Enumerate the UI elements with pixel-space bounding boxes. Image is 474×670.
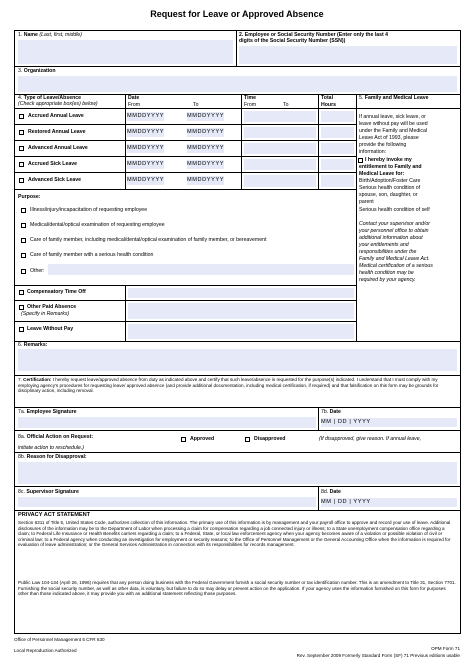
leave-type-label: Advanced Sick Leave	[28, 177, 82, 183]
fmla-contact-text: your personnel office to obtain	[359, 228, 429, 234]
time-to-header: To	[283, 102, 289, 108]
total-hours-input[interactable]	[321, 127, 354, 138]
purpose-option: Care of family member, including medical/dental/optical examination of family member, or bereavement	[30, 237, 267, 243]
name-input[interactable]	[18, 40, 233, 64]
employee-number-input[interactable]	[239, 46, 457, 64]
restored-annual-checkbox[interactable]	[19, 130, 24, 135]
date-from-input[interactable]: MMDDYYYY	[127, 145, 165, 151]
date-to-header: To	[193, 102, 199, 108]
privacy-act-paragraph-2: Public Law 104-134 (April 26, 1996) requires that any person doing business with the Federal Government furnish a social security number or tax identification number. This is an amendment to Title 31, Section 7701. Furnishing the social security number, as well as other data, is voluntary, but failure to do so may delay or prevent action on the application. If your agency uses the information furnished on this form for purposes other than those indicated above, it may provide you with an additional statement reflecting those purposes.	[18, 580, 456, 597]
date-header: Date	[128, 95, 140, 101]
time-input[interactable]	[244, 159, 316, 170]
fmla-info-text: Leave Act of 1993, please	[359, 135, 419, 141]
approved-label: Approved	[190, 436, 215, 442]
approved-checkbox[interactable]	[181, 437, 186, 442]
total-hours-input[interactable]	[321, 143, 354, 154]
disapproval-note-2: initiate action to reschedule.)	[18, 445, 85, 451]
fmla-option: Serious health condition of self	[359, 207, 430, 213]
footer-reproduction: Local Reproduction Authorized	[14, 648, 77, 653]
date-from-input[interactable]: MMDDYYYY	[127, 177, 165, 183]
field-2-label: 2. Employee or Social Security Number (Enter only the last 4	[239, 32, 389, 38]
privacy-act-title: PRIVACY ACT STATEMENT	[18, 512, 91, 518]
field-8c-label: 8c. Supervisor Signature	[18, 489, 79, 495]
footer-form-number: OPM Form 71	[431, 646, 460, 651]
other-paid-checkbox[interactable]	[19, 305, 24, 310]
purpose-checkbox[interactable]	[21, 223, 26, 228]
fmla-invoke-checkbox[interactable]	[358, 158, 363, 163]
date-to-input[interactable]: MMDDYYYY	[187, 129, 225, 135]
fmla-info-text: leave without pay will be used	[359, 121, 428, 127]
other-paid-hint: (Specify in Remarks)	[21, 311, 70, 317]
disapproved-label: Disapproved	[254, 436, 286, 442]
fmla-info-text: under the Family and Medical	[359, 128, 428, 134]
field-7b-label: 7b. Date	[321, 409, 341, 415]
leave-type-label: Advanced Annual Leave	[28, 145, 88, 151]
comp-time-label: Compensatory Time Off	[27, 289, 86, 295]
fmla-invoke-text: entitlement to Family and	[359, 164, 422, 170]
certification-text: 7. Certification: I hereby request leave/approved absence from duty as indicated above and certify that such leave/absence is requested for the purpose(s) indicated. I understand that I must comply with my employing agency's procedures for requesting leave/ approved absence (and provide additional documentation, including medical certification, if required) and that falsification on this form may be grounds for disciplinary action, including removal.	[18, 377, 439, 394]
other-paid-label: Other Paid Absence	[27, 304, 77, 310]
advanced-annual-checkbox[interactable]	[19, 146, 24, 151]
time-input[interactable]	[244, 111, 316, 122]
fmla-contact-text: Medical certification of a serious	[359, 263, 433, 269]
date-to-input[interactable]: MMDDYYYY	[187, 145, 225, 151]
employee-signature-date[interactable]: MM | DD | YYYY	[321, 418, 457, 427]
fmla-option: Serious health condition of	[359, 185, 421, 191]
field-3-label: 3. Organization	[18, 68, 56, 74]
fmla-invoke-text: I hereby invoke my	[365, 157, 412, 163]
fmla-contact-text: Contact your supervisor and/or	[359, 221, 430, 227]
fmla-contact-text: your entitlements and	[359, 242, 409, 248]
fmla-contact-text: responsibilities under the	[359, 249, 417, 255]
advanced-sick-checkbox[interactable]	[19, 178, 24, 183]
purpose-label: Purpose:	[18, 194, 41, 200]
date-from-input[interactable]: MMDDYYYY	[127, 113, 165, 119]
field-8b-label: 8b. Reason for Disapproval:	[18, 454, 87, 460]
lwop-checkbox[interactable]	[19, 327, 24, 332]
fmla-contact-text: health condition may be	[359, 270, 414, 276]
footer-revision: Rev. September 2009 Formerly Standard Form (SF) 71 Previous editions usable	[296, 653, 460, 658]
field-4-label: 4. Type of Leave/Absence	[18, 95, 82, 101]
time-header: Time	[244, 95, 257, 101]
field-4-hint: (Check appropriate box(es) below)	[18, 101, 98, 107]
lwop-hours-input[interactable]	[128, 324, 354, 339]
disapproval-reason-input[interactable]	[18, 462, 457, 484]
purpose-option: Care of family member with a serious health condition	[30, 252, 154, 258]
field-6-label: 6. Remarks:	[18, 342, 48, 348]
fmla-contact-text: Family and Medical Leave Act.	[359, 256, 430, 262]
footer-authority: Office of Personnel Management 5 CFR 630	[14, 637, 105, 642]
purpose-checkbox[interactable]	[21, 208, 26, 213]
date-to-input[interactable]: MMDDYYYY	[187, 161, 225, 167]
field-2-label-line2: digits of the Social Security Number (SSN))	[239, 38, 346, 44]
leave-type-label: Accrued Annual Leave	[28, 113, 84, 119]
accrued-annual-checkbox[interactable]	[19, 114, 24, 119]
total-hours-input[interactable]	[321, 111, 354, 122]
fmla-invoke-text: Medical Leave for:	[359, 171, 405, 177]
purpose-checkbox[interactable]	[21, 253, 26, 258]
date-to-input[interactable]: MMDDYYYY	[187, 113, 225, 119]
form-title: Request for Leave or Approved Absence	[150, 9, 324, 19]
purpose-other-input[interactable]	[48, 264, 354, 275]
leave-type-label: Accrued Sick Leave	[28, 161, 78, 167]
purpose-option: Medical/dental/optical examination of requesting employee	[30, 222, 165, 228]
purpose-checkbox[interactable]	[21, 238, 26, 243]
organization-input[interactable]	[18, 76, 457, 92]
time-input[interactable]	[244, 127, 316, 138]
fmla-contact-text: additional information about	[359, 235, 423, 241]
fmla-option: spouse, son, daughter, or	[359, 192, 418, 198]
total-hours-input[interactable]	[321, 159, 354, 170]
field-5-label: 5. Family and Medical Leave	[359, 95, 429, 101]
accrued-sick-checkbox[interactable]	[19, 162, 24, 167]
comp-time-hours-input[interactable]	[128, 288, 354, 298]
leave-request-form	[14, 30, 461, 634]
fmla-info-text: information:	[359, 149, 387, 155]
remarks-input[interactable]	[18, 349, 457, 371]
supervisor-signature-date[interactable]: MM | DD | YYYY	[321, 498, 457, 507]
other-paid-hours-input[interactable]	[128, 303, 354, 319]
time-input[interactable]	[244, 175, 316, 187]
employee-signature-input[interactable]	[18, 417, 316, 428]
date-to-input[interactable]: MMDDYYYY	[187, 177, 225, 183]
field-1-label: 1. Name (Last, first, middle)	[18, 32, 83, 38]
privacy-act-paragraph-1: Section 6311 of Title 5, United States Code, authorizes collection of this information. The primary use of this information is by management and your payroll office to approve and record your use of leave. Additional disclosures of the information may be to the Department of Labor when processing a claim for compensation regarding a job connected injury or illness; to a State unemployment compensation office regarding a claim; to Federal Life Insurance or Health Benefits carriers regarding a claim; to a Federal, State, or local law enforcement agency when your agency becomes aware of a violation or possible violation of civil or criminal law; to a Federal agency when conducting an investigation for employment or security reasons; to the Office of Personnel Management or the General Accounting Office when the information is required for evaluation of leave administration; or the General Services Administration in connection with its responsibilities for records management.	[18, 520, 451, 548]
purpose-option: Other:	[30, 268, 45, 274]
field-7a-label: 7a. Employee Signature	[18, 409, 77, 415]
fmla-option: parent	[359, 199, 374, 205]
fmla-info-text: provide the following	[359, 142, 407, 148]
lwop-label: Leave Without Pay	[27, 326, 74, 332]
leave-type-label: Restored Annual Leave	[28, 129, 86, 135]
field-8a-label: 8a. Official Action on Request:	[18, 434, 94, 440]
time-input[interactable]	[244, 143, 316, 154]
supervisor-signature-input[interactable]	[18, 497, 316, 507]
date-from-header: From	[128, 102, 141, 108]
total-header: Total	[321, 95, 334, 101]
purpose-checkbox[interactable]	[21, 269, 26, 274]
fmla-option: Birth/Adoption/Foster Care	[359, 178, 421, 184]
purpose-option: Illness/injury/incapacitation of requesting employee	[30, 207, 148, 213]
comp-time-checkbox[interactable]	[19, 290, 24, 295]
fmla-info-text: If annual leave, sick leave, or	[359, 114, 426, 120]
total-header-line2: Hours	[321, 102, 336, 108]
disapproval-note: (If disapproved, give reason. If annual leave,	[319, 436, 422, 442]
field-8d-label: 8d. Date	[321, 489, 341, 495]
total-hours-input[interactable]	[321, 175, 354, 187]
date-from-input[interactable]: MMDDYYYY	[127, 161, 165, 167]
disapproved-checkbox[interactable]	[245, 437, 250, 442]
time-from-header: From	[244, 102, 257, 108]
date-from-input[interactable]: MMDDYYYY	[127, 129, 165, 135]
fmla-contact-text: required by your agency.	[359, 277, 416, 283]
